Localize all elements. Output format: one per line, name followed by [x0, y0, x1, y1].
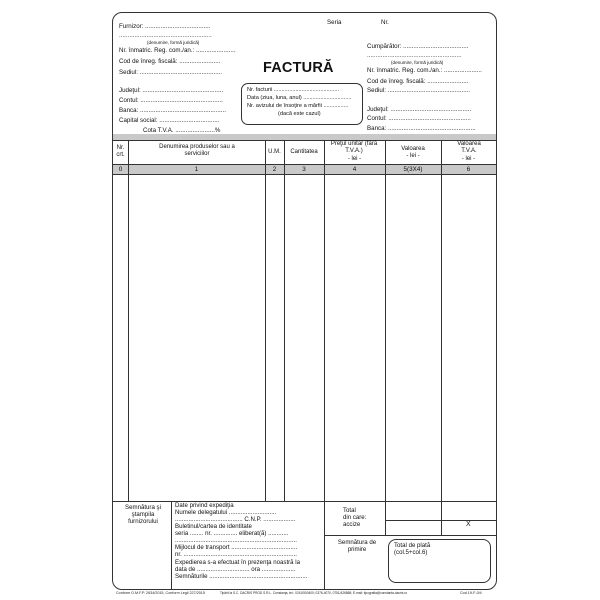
accize-x-mark: X — [466, 521, 471, 528]
buyer-sediul-field: Sediul: ................................................ — [367, 87, 471, 94]
buletinul-label: Buletinul/cartea de identitate — [175, 523, 252, 530]
col-number-5: 5(3X4) — [403, 166, 423, 173]
col-number-0: 0 — [118, 166, 123, 173]
nr-aviz-field: Nr. avizului de însoţire a mărfii ................ — [247, 103, 349, 109]
header-top-rule — [113, 140, 496, 141]
seria-label: Seria — [327, 19, 342, 26]
supplier-judetul-field: Judeţul: ............................................... — [119, 87, 224, 94]
col-divider-3 — [284, 140, 285, 501]
supplier-banca-field: Banca: .................................................. — [119, 107, 226, 114]
col-number-1: 1 — [194, 166, 199, 173]
total-plata-label: Total de plată — [394, 542, 431, 549]
supplier-capital-field: Capital social: ................................... — [119, 117, 220, 124]
bottom-total-rule — [324, 535, 496, 536]
semnatura-furnizor-label: Semnătura şi ştampila furnizorului — [125, 504, 161, 526]
aviz-note: (dacă este cazul) — [278, 111, 321, 117]
header-denumirea: Denumirea produselor sau a serviciilor — [159, 144, 235, 157]
buyer-denumire-note: (denumire, formă juridică) — [391, 60, 444, 65]
col-divider-2 — [265, 140, 266, 501]
mijlocul-transport-field: Mijlocul de transport ....................................... — [175, 544, 298, 551]
header-valoarea-unit: - lei - — [406, 153, 420, 159]
cota-tva-field: Cota T.V.A. .......................% — [143, 127, 221, 134]
header-um: U.M. — [268, 149, 281, 155]
din-care-label: din care: — [343, 514, 367, 521]
data-field: Data (ziua, luna, anul) ............................... — [247, 95, 352, 101]
header-nr-crt: Nr. crt. — [116, 145, 125, 158]
header-cantitatea: Cantitatea — [290, 149, 318, 155]
bottom-divider-2 — [324, 501, 325, 589]
cnp-field: ........................................ C.N.P. ................... — [175, 516, 296, 523]
invoice-form — [112, 12, 497, 590]
header-pret-unit: - lei - — [347, 156, 362, 162]
buyer-judetul-field: Judeţul: ............................................... — [367, 106, 472, 113]
col-number-3: 3 — [302, 166, 306, 173]
cumparator-dots: ....................................................... — [367, 52, 462, 59]
invoice-title: FACTURĂ — [263, 60, 334, 76]
header-valoarea-tva: Valoarea T.V.A. — [457, 141, 481, 154]
buyer-cod-fiscal-field: Cod de înreg. fiscală: ........................ — [367, 78, 469, 85]
col-divider-1 — [128, 140, 129, 501]
buyer-inmatric-field: Nr. înmatric. Reg. com./an.: ...................... — [367, 67, 482, 74]
seria-nr-field: seria ........ nr. .............. eliberat(ă) ............ — [175, 530, 289, 537]
col-divider-6 — [441, 140, 442, 501]
header-pret: Preţul unitar (fără T.V.A.) — [330, 141, 378, 154]
supplier-contul-field: Contul: ................................................ — [119, 97, 223, 104]
furnizor-dots: ...................................................... — [119, 32, 212, 39]
footer-printer-note: Tipărit la S.C. DACRIS PROD S.R.L. Constanţa, tel.: 0241/500400; 0376-4070, 0751/426868; E-mail: tipografia@constanta.dacris.ro — [220, 591, 408, 595]
numele-delegatului-field: Numele delegatului ............................ — [175, 509, 277, 516]
supplier-inmatric-field: Nr. înmatric. Reg. com./an.: ....................... — [119, 47, 236, 54]
total-formula-label: (col.5+col.6) — [394, 549, 428, 556]
date-expeditie-label: Date privind expediţia — [175, 502, 234, 509]
header-valoarea: Valoarea — [401, 146, 425, 152]
data-ora-field: data de ............................... ora .................... — [175, 566, 296, 573]
bottom-dots-line: ........................................................................ — [175, 537, 297, 544]
buyer-banca-field: Banca: ................................................... — [367, 125, 476, 132]
total-label: Total — [343, 507, 356, 514]
col-number-6: 6 — [466, 166, 471, 173]
header-bottom-rule — [113, 164, 496, 165]
bottom-accize-rule — [385, 520, 496, 521]
total-plata-box — [388, 539, 491, 583]
col-divider-5 — [385, 140, 386, 501]
invoice-info-box — [241, 83, 363, 125]
accize-label: accize — [343, 521, 361, 528]
footer-form-code: Cod 19-F-0/4 — [460, 591, 482, 595]
furnizor-field: Furnizor: ...................................... — [119, 23, 211, 30]
header-valoarea-tva-unit: - lei - — [461, 156, 476, 162]
supplier-sediul-field: Sediul: ................................................ — [119, 69, 223, 76]
semnaturile-field: Semnăturile .......................................................... — [175, 573, 308, 580]
nr-facturii-field: Nr. facturii .......................................... — [247, 87, 340, 93]
number-row-rule — [113, 174, 496, 175]
buyer-contul-field: Contul: ................................................ — [367, 115, 471, 122]
col-number-4: 4 — [352, 166, 357, 173]
bottom-divider-4 — [441, 501, 442, 535]
col-divider-4 — [324, 140, 325, 501]
supplier-denumire-note: (denumire, formă juridică) — [147, 40, 200, 45]
expedierea-label: Expedierea s-a efectuat în prezenţa noastră la — [175, 559, 300, 566]
bottom-divider-1 — [171, 501, 172, 589]
nr-label: Nr. — [381, 19, 389, 26]
supplier-cod-fiscal-field: Cod de înreg. fiscală: ........................ — [119, 58, 221, 65]
semnatura-primire-label: Semnătura de primire — [337, 539, 377, 554]
col-number-2: 2 — [272, 166, 277, 173]
cumparator-field: Cumpărător: ...................................... — [367, 43, 469, 50]
bottom-divider-3 — [385, 501, 386, 535]
transport-nr-field: nr. ................................................................... — [175, 551, 297, 558]
footer-legal-note: Conform O.M.F.P. 2634/2015, Conform Legii 227/2015 — [116, 591, 205, 595]
